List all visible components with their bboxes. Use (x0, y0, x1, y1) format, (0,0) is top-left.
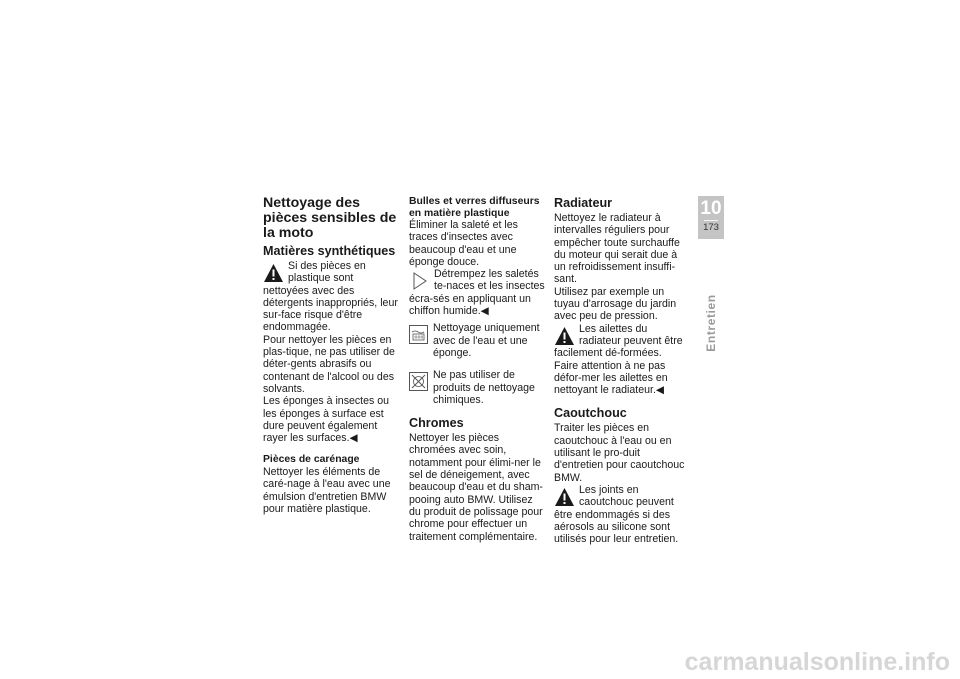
no-chemicals-note (409, 369, 546, 406)
chapter-tab (698, 196, 724, 239)
water-note-text: Nettoyage uniquement avec de l'eau et une éponge. (433, 322, 540, 359)
paragraph: Pour nettoyer les pièces en plas-tique, ne pas utiliser de déter-gents abrasifs ou contenant de l'alcool ou des solvants. (263, 333, 395, 395)
page-title: Nettoyage des pièces sensibles de la moto (263, 195, 397, 241)
section-name: Entretien (704, 294, 718, 352)
paragraph: Faire attention à ne pas défor-mer les ailettes en nettoyant le radiateur.◀ (554, 359, 668, 397)
play-triangle-icon (409, 271, 430, 291)
heading-bulles-verres: Bulles et verres diffuseurs en matière plastique (409, 196, 540, 219)
paragraph: Les éponges à insectes ou les éponges à surface est dure peuvent également rayer les surfaces.◀ (263, 395, 390, 445)
paragraph: Nettoyer les éléments de caré-nage à l'eau avec une émulsion d'entretien BMW pour matière plastique. (263, 465, 391, 515)
heading-chromes: Chromes (409, 416, 464, 431)
warning-text: Les joints en caoutchouc peuvent être endommagés si des aérosols au silicone sont utilisés pour leur entretien. (554, 483, 679, 546)
heading-matieres-synthetiques: Matières synthétiques (263, 244, 396, 258)
tab-divider (704, 220, 718, 221)
tip-note (409, 268, 546, 317)
warning-text: Les ailettes du radiateur peuvent être facilement dé-formées. (554, 322, 683, 360)
water-note (409, 322, 546, 359)
warning-plastique (263, 260, 398, 334)
watermark-text: carmanualsonline.info (684, 648, 950, 675)
paragraph: Utilisez par exemple un tuyau d'arrosage du jardin avec peu de pression. (554, 285, 677, 323)
water-sponge-icon (409, 325, 428, 344)
section-side-label (701, 288, 721, 358)
warning-text: Si des pièces en plastique sont nettoyées avec des détergents inappropriés, leur sur-face risque d'être endommagée. (263, 260, 398, 334)
heading-caoutchouc: Caoutchouc (554, 406, 627, 421)
warning-triangle-icon (554, 487, 575, 507)
column-1 (263, 196, 398, 515)
warning-triangle-icon (263, 263, 284, 283)
tip-text: Détrempez les saletés te-naces et les insectes écra-sés en appliquant un chiffon humide.◀ (409, 268, 545, 318)
page-number: 173 (703, 222, 719, 233)
warning-joints (554, 484, 690, 545)
column-2 (409, 196, 546, 543)
heading-pieces-carenage: Pièces de carénage (263, 454, 360, 466)
paragraph: Nettoyer les pièces chromées avec soin, notamment pour élimi-ner le sel de déneigement, avec beaucoup d'eau et du sham-pooing auto BMW. Utilisez du produit de polissage pour chrome pour effectuer un traitement complémentaire. (409, 432, 543, 543)
paragraph: Traiter les pièces en caoutchouc à l'eau ou en utilisant le pro-duit d'entretien pour caoutchouc BMW. (554, 422, 685, 484)
heading-radiateur: Radiateur (554, 196, 613, 210)
paragraph: Éliminer la saleté et les traces d'insectes avec beaucoup d'eau et une éponge douce. (409, 219, 518, 268)
crossed-box-icon (409, 372, 428, 391)
column-3 (554, 196, 690, 545)
warning-triangle-icon (554, 326, 575, 346)
chapter-number: 10 (700, 198, 722, 219)
watermark (566, 647, 952, 675)
no-chemicals-text: Ne pas utiliser de produits de nettoyage chimiques. (433, 369, 535, 406)
warning-ailettes (554, 323, 690, 360)
paragraph: Nettoyez le radiateur à intervalles réguliers pour empêcher toute surchauffe du moteur qui serait due à un refroidissement insuffi-sant. (554, 212, 680, 286)
